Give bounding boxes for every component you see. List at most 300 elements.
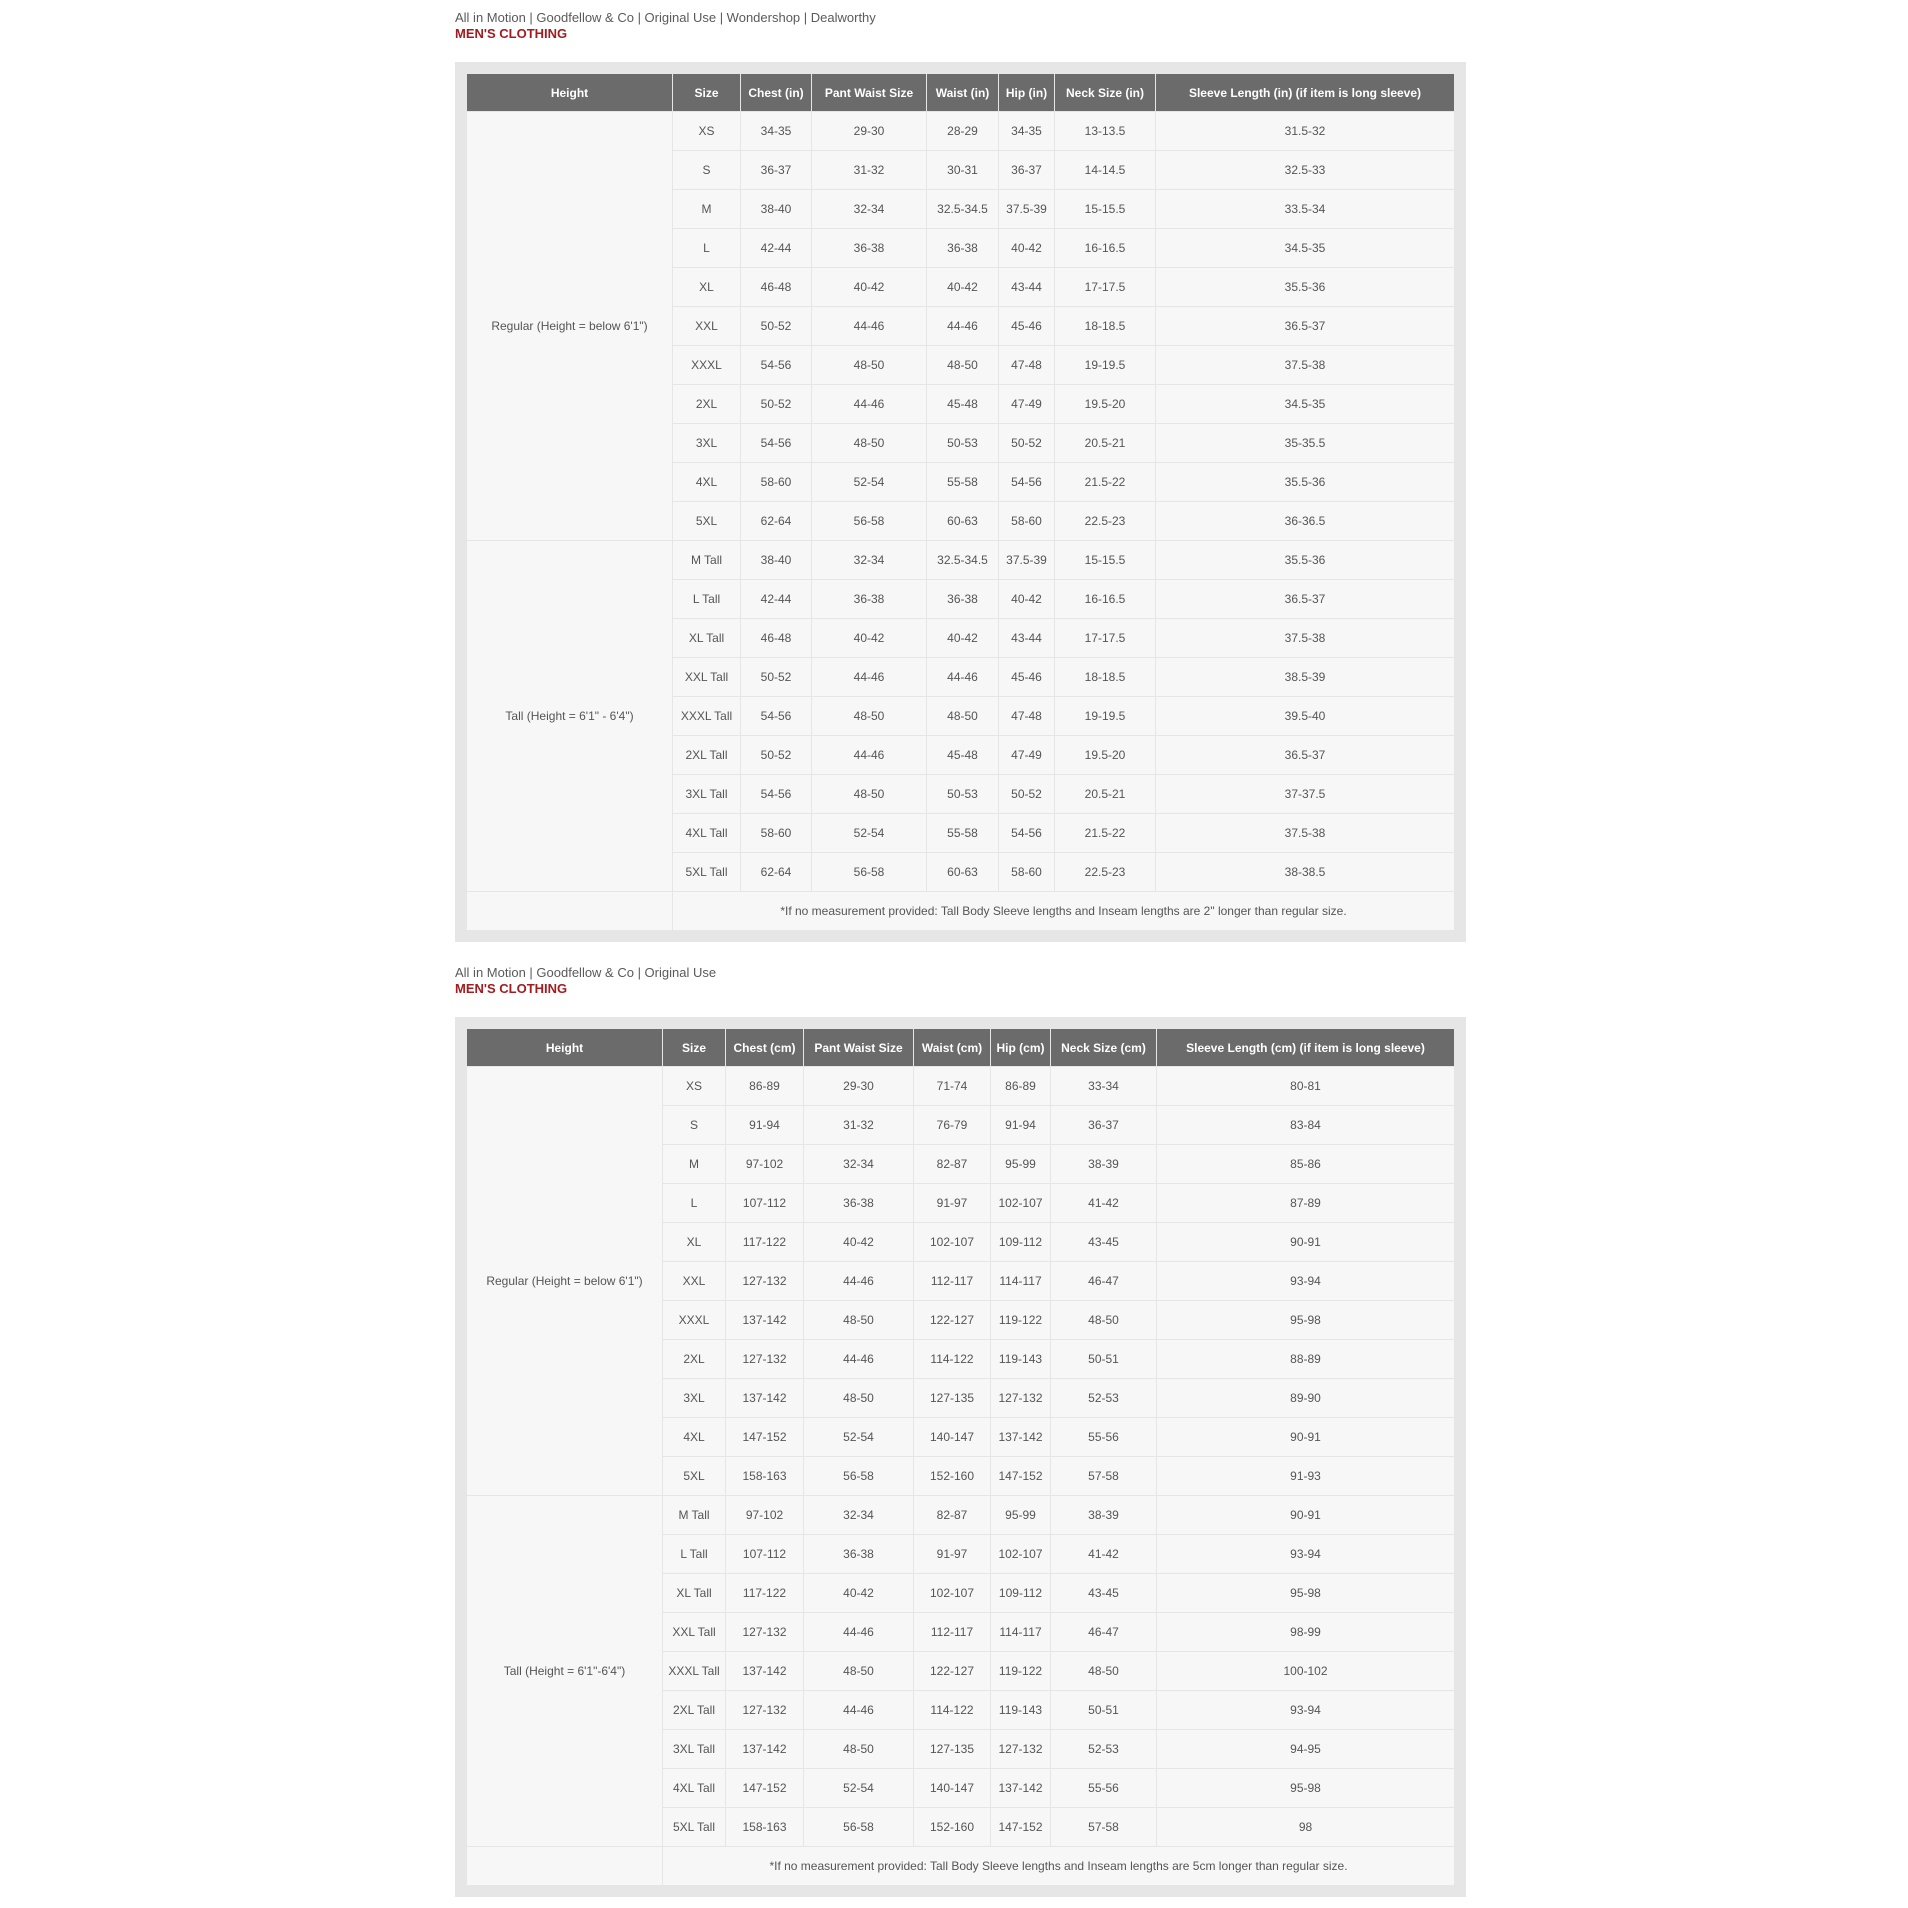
size-cell: 4XL Tall	[663, 1769, 725, 1807]
measurement-cell: 37.5-39	[999, 541, 1054, 579]
measurement-cell: 54-56	[741, 346, 811, 384]
measurement-cell: 114-117	[991, 1262, 1050, 1300]
measurement-cell: 33.5-34	[1156, 190, 1454, 228]
table-row	[467, 112, 1454, 150]
size-cell: 3XL	[663, 1379, 725, 1417]
measurement-cell: 102-107	[914, 1223, 990, 1261]
measurement-cell: 117-122	[726, 1574, 803, 1612]
measurement-cell: 33-34	[1051, 1067, 1156, 1105]
measurement-cell: 48-50	[812, 424, 926, 462]
measurement-cell: 48-50	[927, 697, 998, 735]
measurement-cell: 36-37	[1051, 1106, 1156, 1144]
measurement-cell: 117-122	[726, 1223, 803, 1261]
measurement-cell: 43-45	[1051, 1574, 1156, 1612]
measurement-cell: 60-63	[927, 853, 998, 891]
size-chart-section-inches	[455, 10, 1466, 918]
table-row	[467, 541, 1454, 579]
measurement-cell: 102-107	[991, 1535, 1050, 1573]
measurement-cell: 94-95	[1157, 1730, 1454, 1768]
blank-cell	[467, 1847, 662, 1885]
measurement-cell: 122-127	[914, 1652, 990, 1690]
measurement-cell: 32.5-33	[1156, 151, 1454, 189]
brand-list: All in Motion | Goodfellow & Co | Original Use | Wondershop | Dealworthy	[455, 10, 876, 25]
measurement-cell: 46-47	[1051, 1262, 1156, 1300]
measurement-cell: 109-112	[991, 1574, 1050, 1612]
measurement-cell: 119-122	[991, 1301, 1050, 1339]
measurement-cell: 54-56	[999, 814, 1054, 852]
size-cell: L	[673, 229, 740, 267]
size-table-cm	[466, 1028, 1455, 1886]
size-cell: XXXL	[673, 346, 740, 384]
measurement-cell: 109-112	[991, 1223, 1050, 1261]
size-cell: 2XL	[673, 385, 740, 423]
column-header: Neck Size (cm)	[1051, 1029, 1156, 1066]
measurement-cell: 122-127	[914, 1301, 990, 1339]
measurement-cell: 19.5-20	[1055, 736, 1155, 774]
measurement-cell: 91-93	[1157, 1457, 1454, 1495]
measurement-cell: 22.5-23	[1055, 853, 1155, 891]
measurement-cell: 44-46	[812, 307, 926, 345]
measurement-cell: 36-38	[927, 580, 998, 618]
measurement-cell: 54-56	[741, 697, 811, 735]
measurement-cell: 52-53	[1051, 1730, 1156, 1768]
measurement-cell: 93-94	[1157, 1691, 1454, 1729]
measurement-cell: 95-98	[1157, 1769, 1454, 1807]
measurement-cell: 48-50	[812, 697, 926, 735]
measurement-cell: 137-142	[726, 1652, 803, 1690]
measurement-cell: 46-48	[741, 268, 811, 306]
measurement-cell: 31.5-32	[1156, 112, 1454, 150]
measurement-cell: 18-18.5	[1055, 658, 1155, 696]
measurement-cell: 38-39	[1051, 1145, 1156, 1183]
size-cell: L Tall	[673, 580, 740, 618]
measurement-cell: 48-50	[1051, 1301, 1156, 1339]
measurement-cell: 40-42	[812, 268, 926, 306]
measurement-cell: 93-94	[1157, 1262, 1454, 1300]
measurement-cell: 95-98	[1157, 1301, 1454, 1339]
measurement-cell: 90-91	[1157, 1223, 1454, 1261]
measurement-cell: 38-38.5	[1156, 853, 1454, 891]
footnote: *If no measurement provided: Tall Body Sleeve lengths and Inseam lengths are 5cm longer than regular size.	[663, 1847, 1454, 1885]
measurement-cell: 147-152	[991, 1808, 1050, 1846]
measurement-cell: 119-143	[991, 1691, 1050, 1729]
measurement-cell: 50-52	[741, 658, 811, 696]
measurement-cell: 35-35.5	[1156, 424, 1454, 462]
column-header: Chest (in)	[741, 74, 811, 111]
measurement-cell: 85-86	[1157, 1145, 1454, 1183]
measurement-cell: 48-50	[927, 346, 998, 384]
size-cell: 5XL	[673, 502, 740, 540]
measurement-cell: 40-42	[927, 619, 998, 657]
measurement-cell: 39.5-40	[1156, 697, 1454, 735]
measurement-cell: 62-64	[741, 502, 811, 540]
measurement-cell: 38.5-39	[1156, 658, 1454, 696]
measurement-cell: 42-44	[741, 229, 811, 267]
measurement-cell: 32-34	[804, 1145, 913, 1183]
measurement-cell: 30-31	[927, 151, 998, 189]
measurement-cell: 58-60	[741, 814, 811, 852]
measurement-cell: 50-51	[1051, 1691, 1156, 1729]
size-cell: 2XL Tall	[663, 1691, 725, 1729]
measurement-cell: 38-40	[741, 190, 811, 228]
measurement-cell: 137-142	[991, 1769, 1050, 1807]
measurement-cell: 34.5-35	[1156, 229, 1454, 267]
measurement-cell: 52-54	[812, 814, 926, 852]
note-row	[467, 1847, 1454, 1885]
note-row	[467, 892, 1454, 930]
measurement-cell: 114-117	[991, 1613, 1050, 1651]
measurement-cell: 37-37.5	[1156, 775, 1454, 813]
measurement-cell: 127-135	[914, 1730, 990, 1768]
measurement-cell: 46-48	[741, 619, 811, 657]
measurement-cell: 16-16.5	[1055, 580, 1155, 618]
measurement-cell: 44-46	[804, 1691, 913, 1729]
measurement-cell: 38-40	[741, 541, 811, 579]
measurement-cell: 15-15.5	[1055, 541, 1155, 579]
measurement-cell: 60-63	[927, 502, 998, 540]
measurement-cell: 89-90	[1157, 1379, 1454, 1417]
measurement-cell: 52-54	[804, 1769, 913, 1807]
measurement-cell: 44-46	[927, 658, 998, 696]
column-header: Sleeve Length (in) (if item is long sleeve)	[1156, 74, 1454, 111]
measurement-cell: 91-94	[726, 1106, 803, 1144]
measurement-cell: 102-107	[914, 1574, 990, 1612]
measurement-cell: 158-163	[726, 1457, 803, 1495]
section-heading: MEN'S CLOTHING	[455, 26, 568, 41]
column-header: Neck Size (in)	[1055, 74, 1155, 111]
measurement-cell: 29-30	[812, 112, 926, 150]
blank-cell	[467, 892, 672, 930]
measurement-cell: 50-52	[741, 385, 811, 423]
measurement-cell: 119-143	[991, 1340, 1050, 1378]
measurement-cell: 54-56	[999, 463, 1054, 501]
measurement-cell: 54-56	[741, 775, 811, 813]
measurement-cell: 82-87	[914, 1145, 990, 1183]
measurement-cell: 56-58	[812, 502, 926, 540]
measurement-cell: 97-102	[726, 1145, 803, 1183]
height-group-label: Tall (Height = 6'1"-6'4")	[467, 1496, 662, 1846]
measurement-cell: 98	[1157, 1808, 1454, 1846]
measurement-cell: 52-53	[1051, 1379, 1156, 1417]
measurement-cell: 31-32	[812, 151, 926, 189]
measurement-cell: 107-112	[726, 1184, 803, 1222]
measurement-cell: 32.5-34.5	[927, 190, 998, 228]
measurement-cell: 45-46	[999, 307, 1054, 345]
measurement-cell: 119-122	[991, 1652, 1050, 1690]
measurement-cell: 32-34	[804, 1496, 913, 1534]
table-row	[467, 1496, 1454, 1534]
measurement-cell: 38-39	[1051, 1496, 1156, 1534]
measurement-cell: 91-97	[914, 1535, 990, 1573]
measurement-cell: 147-152	[726, 1418, 803, 1456]
measurement-cell: 50-52	[999, 424, 1054, 462]
measurement-cell: 16-16.5	[1055, 229, 1155, 267]
measurement-cell: 54-56	[741, 424, 811, 462]
size-cell: XXL Tall	[663, 1613, 725, 1651]
measurement-cell: 36.5-37	[1156, 736, 1454, 774]
measurement-cell: 95-98	[1157, 1574, 1454, 1612]
measurement-cell: 40-42	[999, 229, 1054, 267]
measurement-cell: 19.5-20	[1055, 385, 1155, 423]
measurement-cell: 95-99	[991, 1145, 1050, 1183]
measurement-cell: 40-42	[804, 1574, 913, 1612]
measurement-cell: 86-89	[991, 1067, 1050, 1105]
measurement-cell: 91-97	[914, 1184, 990, 1222]
measurement-cell: 48-50	[804, 1301, 913, 1339]
measurement-cell: 58-60	[741, 463, 811, 501]
measurement-cell: 29-30	[804, 1067, 913, 1105]
measurement-cell: 127-135	[914, 1379, 990, 1417]
measurement-cell: 90-91	[1157, 1418, 1454, 1456]
measurement-cell: 44-46	[812, 385, 926, 423]
measurement-cell: 34-35	[741, 112, 811, 150]
height-group-label: Tall (Height = 6'1" - 6'4")	[467, 541, 672, 891]
measurement-cell: 36-36.5	[1156, 502, 1454, 540]
measurement-cell: 140-147	[914, 1418, 990, 1456]
measurement-cell: 58-60	[999, 502, 1054, 540]
measurement-cell: 56-58	[812, 853, 926, 891]
measurement-cell: 91-94	[991, 1106, 1050, 1144]
measurement-cell: 43-45	[1051, 1223, 1156, 1261]
measurement-cell: 19-19.5	[1055, 346, 1155, 384]
measurement-cell: 127-132	[991, 1379, 1050, 1417]
measurement-cell: 35.5-36	[1156, 463, 1454, 501]
measurement-cell: 127-132	[991, 1730, 1050, 1768]
measurement-cell: 147-152	[726, 1769, 803, 1807]
size-table-frame	[455, 62, 1466, 942]
measurement-cell: 55-58	[927, 463, 998, 501]
measurement-cell: 40-42	[812, 619, 926, 657]
measurement-cell: 48-50	[804, 1730, 913, 1768]
measurement-cell: 98-99	[1157, 1613, 1454, 1651]
measurement-cell: 55-56	[1051, 1769, 1156, 1807]
measurement-cell: 40-42	[927, 268, 998, 306]
measurement-cell: 43-44	[999, 268, 1054, 306]
measurement-cell: 62-64	[741, 853, 811, 891]
measurement-cell: 41-42	[1051, 1184, 1156, 1222]
size-cell: 4XL Tall	[673, 814, 740, 852]
size-cell: 3XL	[673, 424, 740, 462]
measurement-cell: 114-122	[914, 1691, 990, 1729]
measurement-cell: 43-44	[999, 619, 1054, 657]
measurement-cell: 47-48	[999, 346, 1054, 384]
measurement-cell: 100-102	[1157, 1652, 1454, 1690]
table-header-row	[467, 74, 1454, 111]
column-header: Hip (cm)	[991, 1029, 1050, 1066]
size-cell: 2XL Tall	[673, 736, 740, 774]
size-cell: M Tall	[673, 541, 740, 579]
column-header: Size	[673, 74, 740, 111]
measurement-cell: 34-35	[999, 112, 1054, 150]
section-heading: MEN'S CLOTHING	[455, 981, 568, 996]
measurement-cell: 55-58	[927, 814, 998, 852]
height-group-label: Regular (Height = below 6'1")	[467, 112, 672, 540]
measurement-cell: 47-49	[999, 385, 1054, 423]
measurement-cell: 82-87	[914, 1496, 990, 1534]
measurement-cell: 42-44	[741, 580, 811, 618]
measurement-cell: 21.5-22	[1055, 463, 1155, 501]
measurement-cell: 87-89	[1157, 1184, 1454, 1222]
measurement-cell: 40-42	[804, 1223, 913, 1261]
measurement-cell: 36-37	[741, 151, 811, 189]
measurement-cell: 21.5-22	[1055, 814, 1155, 852]
measurement-cell: 36-37	[999, 151, 1054, 189]
measurement-cell: 50-53	[927, 424, 998, 462]
measurement-cell: 41-42	[1051, 1535, 1156, 1573]
measurement-cell: 32.5-34.5	[927, 541, 998, 579]
measurement-cell: 93-94	[1157, 1535, 1454, 1573]
measurement-cell: 58-60	[999, 853, 1054, 891]
measurement-cell: 37.5-38	[1156, 814, 1454, 852]
measurement-cell: 20.5-21	[1055, 775, 1155, 813]
size-cell: 3XL Tall	[673, 775, 740, 813]
measurement-cell: 22.5-23	[1055, 502, 1155, 540]
measurement-cell: 36-38	[812, 580, 926, 618]
measurement-cell: 47-49	[999, 736, 1054, 774]
measurement-cell: 48-50	[804, 1379, 913, 1417]
column-header: Height	[467, 1029, 662, 1066]
measurement-cell: 37.5-38	[1156, 619, 1454, 657]
measurement-cell: 107-112	[726, 1535, 803, 1573]
column-header: Pant Waist Size	[812, 74, 926, 111]
table-row	[467, 1067, 1454, 1105]
size-cell: XXL Tall	[673, 658, 740, 696]
measurement-cell: 50-53	[927, 775, 998, 813]
measurement-cell: 36-38	[927, 229, 998, 267]
measurement-cell: 57-58	[1051, 1457, 1156, 1495]
column-header: Height	[467, 74, 672, 111]
size-cell: XS	[663, 1067, 725, 1105]
measurement-cell: 13-13.5	[1055, 112, 1155, 150]
size-cell: XS	[673, 112, 740, 150]
measurement-cell: 45-48	[927, 385, 998, 423]
size-cell: 5XL Tall	[663, 1808, 725, 1846]
height-group-label: Regular (Height = below 6'1")	[467, 1067, 662, 1495]
measurement-cell: 50-51	[1051, 1340, 1156, 1378]
measurement-cell: 147-152	[991, 1457, 1050, 1495]
column-header: Size	[663, 1029, 725, 1066]
column-header: Sleeve Length (cm) (if item is long sleeve)	[1157, 1029, 1454, 1066]
measurement-cell: 36-38	[812, 229, 926, 267]
column-header: Chest (cm)	[726, 1029, 803, 1066]
measurement-cell: 102-107	[991, 1184, 1050, 1222]
measurement-cell: 127-132	[726, 1340, 803, 1378]
measurement-cell: 31-32	[804, 1106, 913, 1144]
size-cell: M	[663, 1145, 725, 1183]
measurement-cell: 34.5-35	[1156, 385, 1454, 423]
size-cell: S	[663, 1106, 725, 1144]
size-cell: S	[673, 151, 740, 189]
measurement-cell: 46-47	[1051, 1613, 1156, 1651]
size-cell: 4XL	[673, 463, 740, 501]
measurement-cell: 112-117	[914, 1262, 990, 1300]
measurement-cell: 44-46	[927, 307, 998, 345]
measurement-cell: 112-117	[914, 1613, 990, 1651]
measurement-cell: 48-50	[1051, 1652, 1156, 1690]
size-cell: XL	[673, 268, 740, 306]
measurement-cell: 44-46	[812, 736, 926, 774]
brand-list: All in Motion | Goodfellow & Co | Original Use	[455, 965, 717, 980]
measurement-cell: 44-46	[804, 1340, 913, 1378]
measurement-cell: 76-79	[914, 1106, 990, 1144]
measurement-cell: 35.5-36	[1156, 541, 1454, 579]
measurement-cell: 15-15.5	[1055, 190, 1155, 228]
footnote: *If no measurement provided: Tall Body Sleeve lengths and Inseam lengths are 2" longer than regular size.	[673, 892, 1454, 930]
size-cell: 2XL	[663, 1340, 725, 1378]
measurement-cell: 20.5-21	[1055, 424, 1155, 462]
size-cell: XXXL Tall	[663, 1652, 725, 1690]
measurement-cell: 52-54	[804, 1418, 913, 1456]
measurement-cell: 36.5-37	[1156, 307, 1454, 345]
size-cell: XL	[663, 1223, 725, 1261]
size-cell: XL Tall	[673, 619, 740, 657]
size-cell: L	[663, 1184, 725, 1222]
measurement-cell: 50-52	[999, 775, 1054, 813]
measurement-cell: 32-34	[812, 541, 926, 579]
size-cell: M Tall	[663, 1496, 725, 1534]
measurement-cell: 95-99	[991, 1496, 1050, 1534]
size-cell: 4XL	[663, 1418, 725, 1456]
measurement-cell: 36.5-37	[1156, 580, 1454, 618]
measurement-cell: 48-50	[804, 1652, 913, 1690]
measurement-cell: 140-147	[914, 1769, 990, 1807]
measurement-cell: 56-58	[804, 1808, 913, 1846]
size-cell: XXXL	[663, 1301, 725, 1339]
size-cell: XXL	[663, 1262, 725, 1300]
measurement-cell: 137-142	[726, 1730, 803, 1768]
measurement-cell: 45-46	[999, 658, 1054, 696]
column-header: Waist (in)	[927, 74, 998, 111]
size-table-frame	[455, 1017, 1466, 1897]
measurement-cell: 158-163	[726, 1808, 803, 1846]
size-table-inches	[466, 73, 1455, 931]
measurement-cell: 35.5-36	[1156, 268, 1454, 306]
size-cell: L Tall	[663, 1535, 725, 1573]
measurement-cell: 90-91	[1157, 1496, 1454, 1534]
size-cell: XXXL Tall	[673, 697, 740, 735]
measurement-cell: 37.5-38	[1156, 346, 1454, 384]
measurement-cell: 127-132	[726, 1613, 803, 1651]
measurement-cell: 48-50	[812, 346, 926, 384]
column-header: Hip (in)	[999, 74, 1054, 111]
measurement-cell: 36-38	[804, 1535, 913, 1573]
column-header: Waist (cm)	[914, 1029, 990, 1066]
size-cell: XL Tall	[663, 1574, 725, 1612]
measurement-cell: 36-38	[804, 1184, 913, 1222]
measurement-cell: 44-46	[804, 1262, 913, 1300]
measurement-cell: 18-18.5	[1055, 307, 1155, 345]
measurement-cell: 137-142	[726, 1301, 803, 1339]
size-cell: XXL	[673, 307, 740, 345]
measurement-cell: 97-102	[726, 1496, 803, 1534]
size-cell: 3XL Tall	[663, 1730, 725, 1768]
measurement-cell: 47-48	[999, 697, 1054, 735]
measurement-cell: 45-48	[927, 736, 998, 774]
measurement-cell: 88-89	[1157, 1340, 1454, 1378]
size-cell: 5XL	[663, 1457, 725, 1495]
measurement-cell: 152-160	[914, 1457, 990, 1495]
measurement-cell: 86-89	[726, 1067, 803, 1105]
measurement-cell: 83-84	[1157, 1106, 1454, 1144]
measurement-cell: 17-17.5	[1055, 619, 1155, 657]
measurement-cell: 71-74	[914, 1067, 990, 1105]
size-cell: 5XL Tall	[673, 853, 740, 891]
size-chart-section-cm	[455, 965, 1466, 1873]
measurement-cell: 137-142	[991, 1418, 1050, 1456]
measurement-cell: 137-142	[726, 1379, 803, 1417]
measurement-cell: 55-56	[1051, 1418, 1156, 1456]
measurement-cell: 57-58	[1051, 1808, 1156, 1846]
